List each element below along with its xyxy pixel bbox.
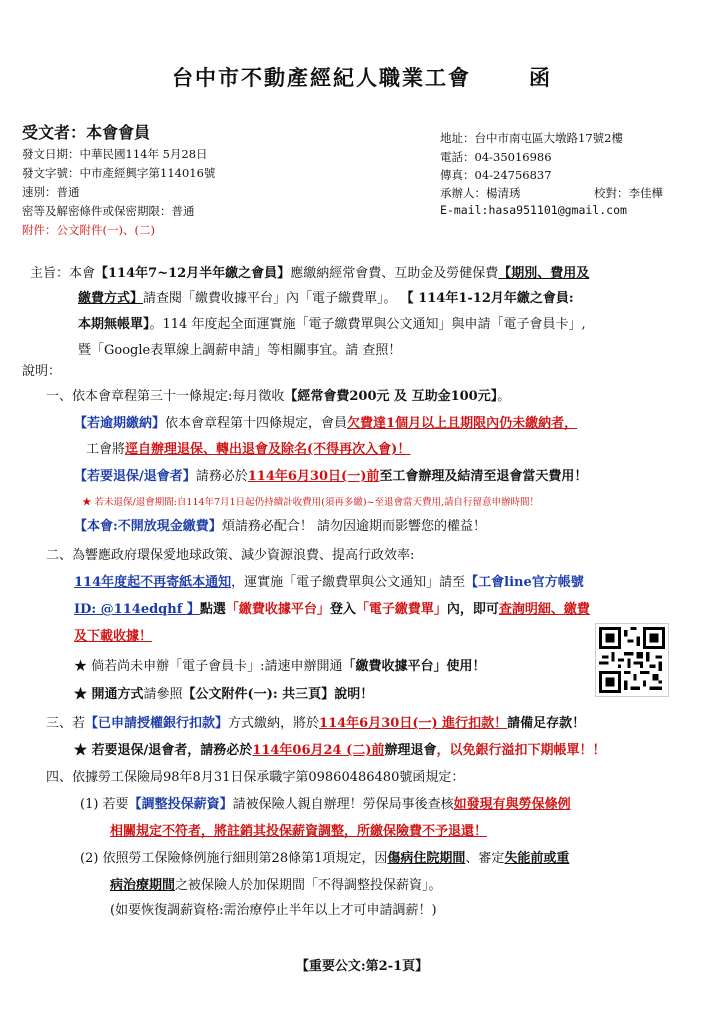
s4-line-1: 四、依據勞工保險局98年8月31日保承職字第09860486480號函規定： (46, 770, 465, 785)
s2-line-4: 及下載收據！ (74, 629, 153, 644)
s4-p2-line-1: (2) 依照勞工保險條例施行細則第28條第1項規定，因傷病住院期間、審定失能前或重 (80, 851, 570, 866)
s1-warning-note: ★ 若未退保/退會期間:自114年7月1日起仍持續計收費用(須再多繳)~至退會當天費用,請自行留意申辦時間！ (82, 497, 540, 508)
phone: 電話：04-35016986 (440, 150, 552, 164)
page-footer: 【重要公文:第2-1頁】 (295, 959, 429, 974)
checker: 校對：李佳樺 (594, 186, 663, 200)
s1-line-6: 【本會:不開放現金繳費】煩請務必配合！ 請勿因逾期而影響您的權益！ (74, 519, 486, 534)
s1-line-2: 【若逾期繳納】依本會章程第十四條規定，會員欠費達1個月以上且期限內仍未繳納者， (74, 416, 578, 431)
s1-line-3: 工會將逕自辦理退保、轉出退會及除名(不得再次入會)！ (86, 442, 411, 457)
s4-p2-line-2: 病治療期間之被保險人於加保期間「不得調整投保薪資」。 (110, 878, 442, 893)
fax: 傳真：04-24756837 (440, 168, 552, 182)
email: E-mail:hasa951101@gmail.com (440, 203, 627, 217)
s2-line-2: 114年度起不再寄紙本通知，運實施「電子繳費單與公文通知」請至【工會line官方帳號 (74, 575, 584, 590)
subject-line-4: 暨「Google表單線上調薪申請」等相關事宜。請 查照！ (78, 343, 402, 358)
s2-line-5: ★ 倘若尚未申辦「電子會員卡」:請速申辦開通「繳費收據平台」使用！ (74, 659, 486, 674)
qr-code-image (596, 624, 668, 696)
s4-p3: (如要恢復調薪資格:需治療停止半年以上才可申請調薪！) (110, 903, 437, 918)
s4-p1-line-2: 相關規定不符者，將註銷其投保薪資調整，所繳保險費不予退還！ (110, 824, 488, 839)
s2-line-1: 二、為響應政府環保愛地球政策、減少資源浪費、提高行政效率: (46, 548, 415, 563)
issue-date: 發文日期：中華民國114年 5月28日 (22, 147, 208, 161)
s3-line-1: 三、若【已申請授權銀行扣款】方式繳納，將於114年6月30日(一) 進行扣款！請備足存款！ (46, 716, 586, 731)
s1-line-1: 一、依本會章程第三十一條規定:每月徵收【經常會費200元 及 互助金100元】。 (46, 389, 511, 404)
s3-line-2: ★ 若要退保/退會者，請務必於114年06月24 (二)前辦理退會，以免銀行溢扣下期帳單！！ (74, 743, 606, 758)
s4-p1-line-1: (1) 若要【調整投保薪資】請被保險人親自辦理！勞保局事後查核如發現有與勞保條例 (80, 797, 571, 812)
subject-line-3: 本期無帳單】。114 年度起全面運實施「電子繳費單與公文通知」與申請「電子會員卡」, (78, 317, 586, 332)
subject-line-1: 主旨：本會【114年7~12月半年繳之會員】應繳納經常會費、互助金及勞健保費【期別、費用及 (30, 266, 590, 281)
explain-label: 說明： (22, 364, 62, 379)
secrecy: 密等及解密條件或保密期限：普通 (22, 204, 195, 218)
speed: 速別：普通 (22, 185, 80, 199)
s2-line-3: ID: @114edqhf 】點選「繳費收據平台」登入「電子繳費單」內，即可查詢明細、繳費 (74, 602, 590, 617)
recipient: 受文者：本會會員 (22, 123, 151, 142)
document-title: 台中市不動產經紀人職業工會 函 (172, 65, 552, 90)
s1-line-4: 【若要退保/退會者】請務必於114年6月30日(一)前至工會辦理及結清至退會當天費用！ (74, 469, 588, 484)
subject-line-2: 繳費方式】請查閱「繳費收據平台」內「電子繳費單」。 【 114年1-12月年繳之會員: (78, 291, 574, 306)
s2-line-6: ★ 開通方式請參照【公文附件(一): 共三頁】說明！ (74, 687, 374, 702)
doc-number: 發文字號：中市產經興字第114016號 (22, 166, 216, 180)
attachments: 附件：公文附件(一)、(二) (22, 223, 155, 237)
address: 地址：台中市南屯區大墩路17號2樓 (440, 131, 623, 145)
handler: 承辦人：楊清琇 (440, 186, 521, 200)
